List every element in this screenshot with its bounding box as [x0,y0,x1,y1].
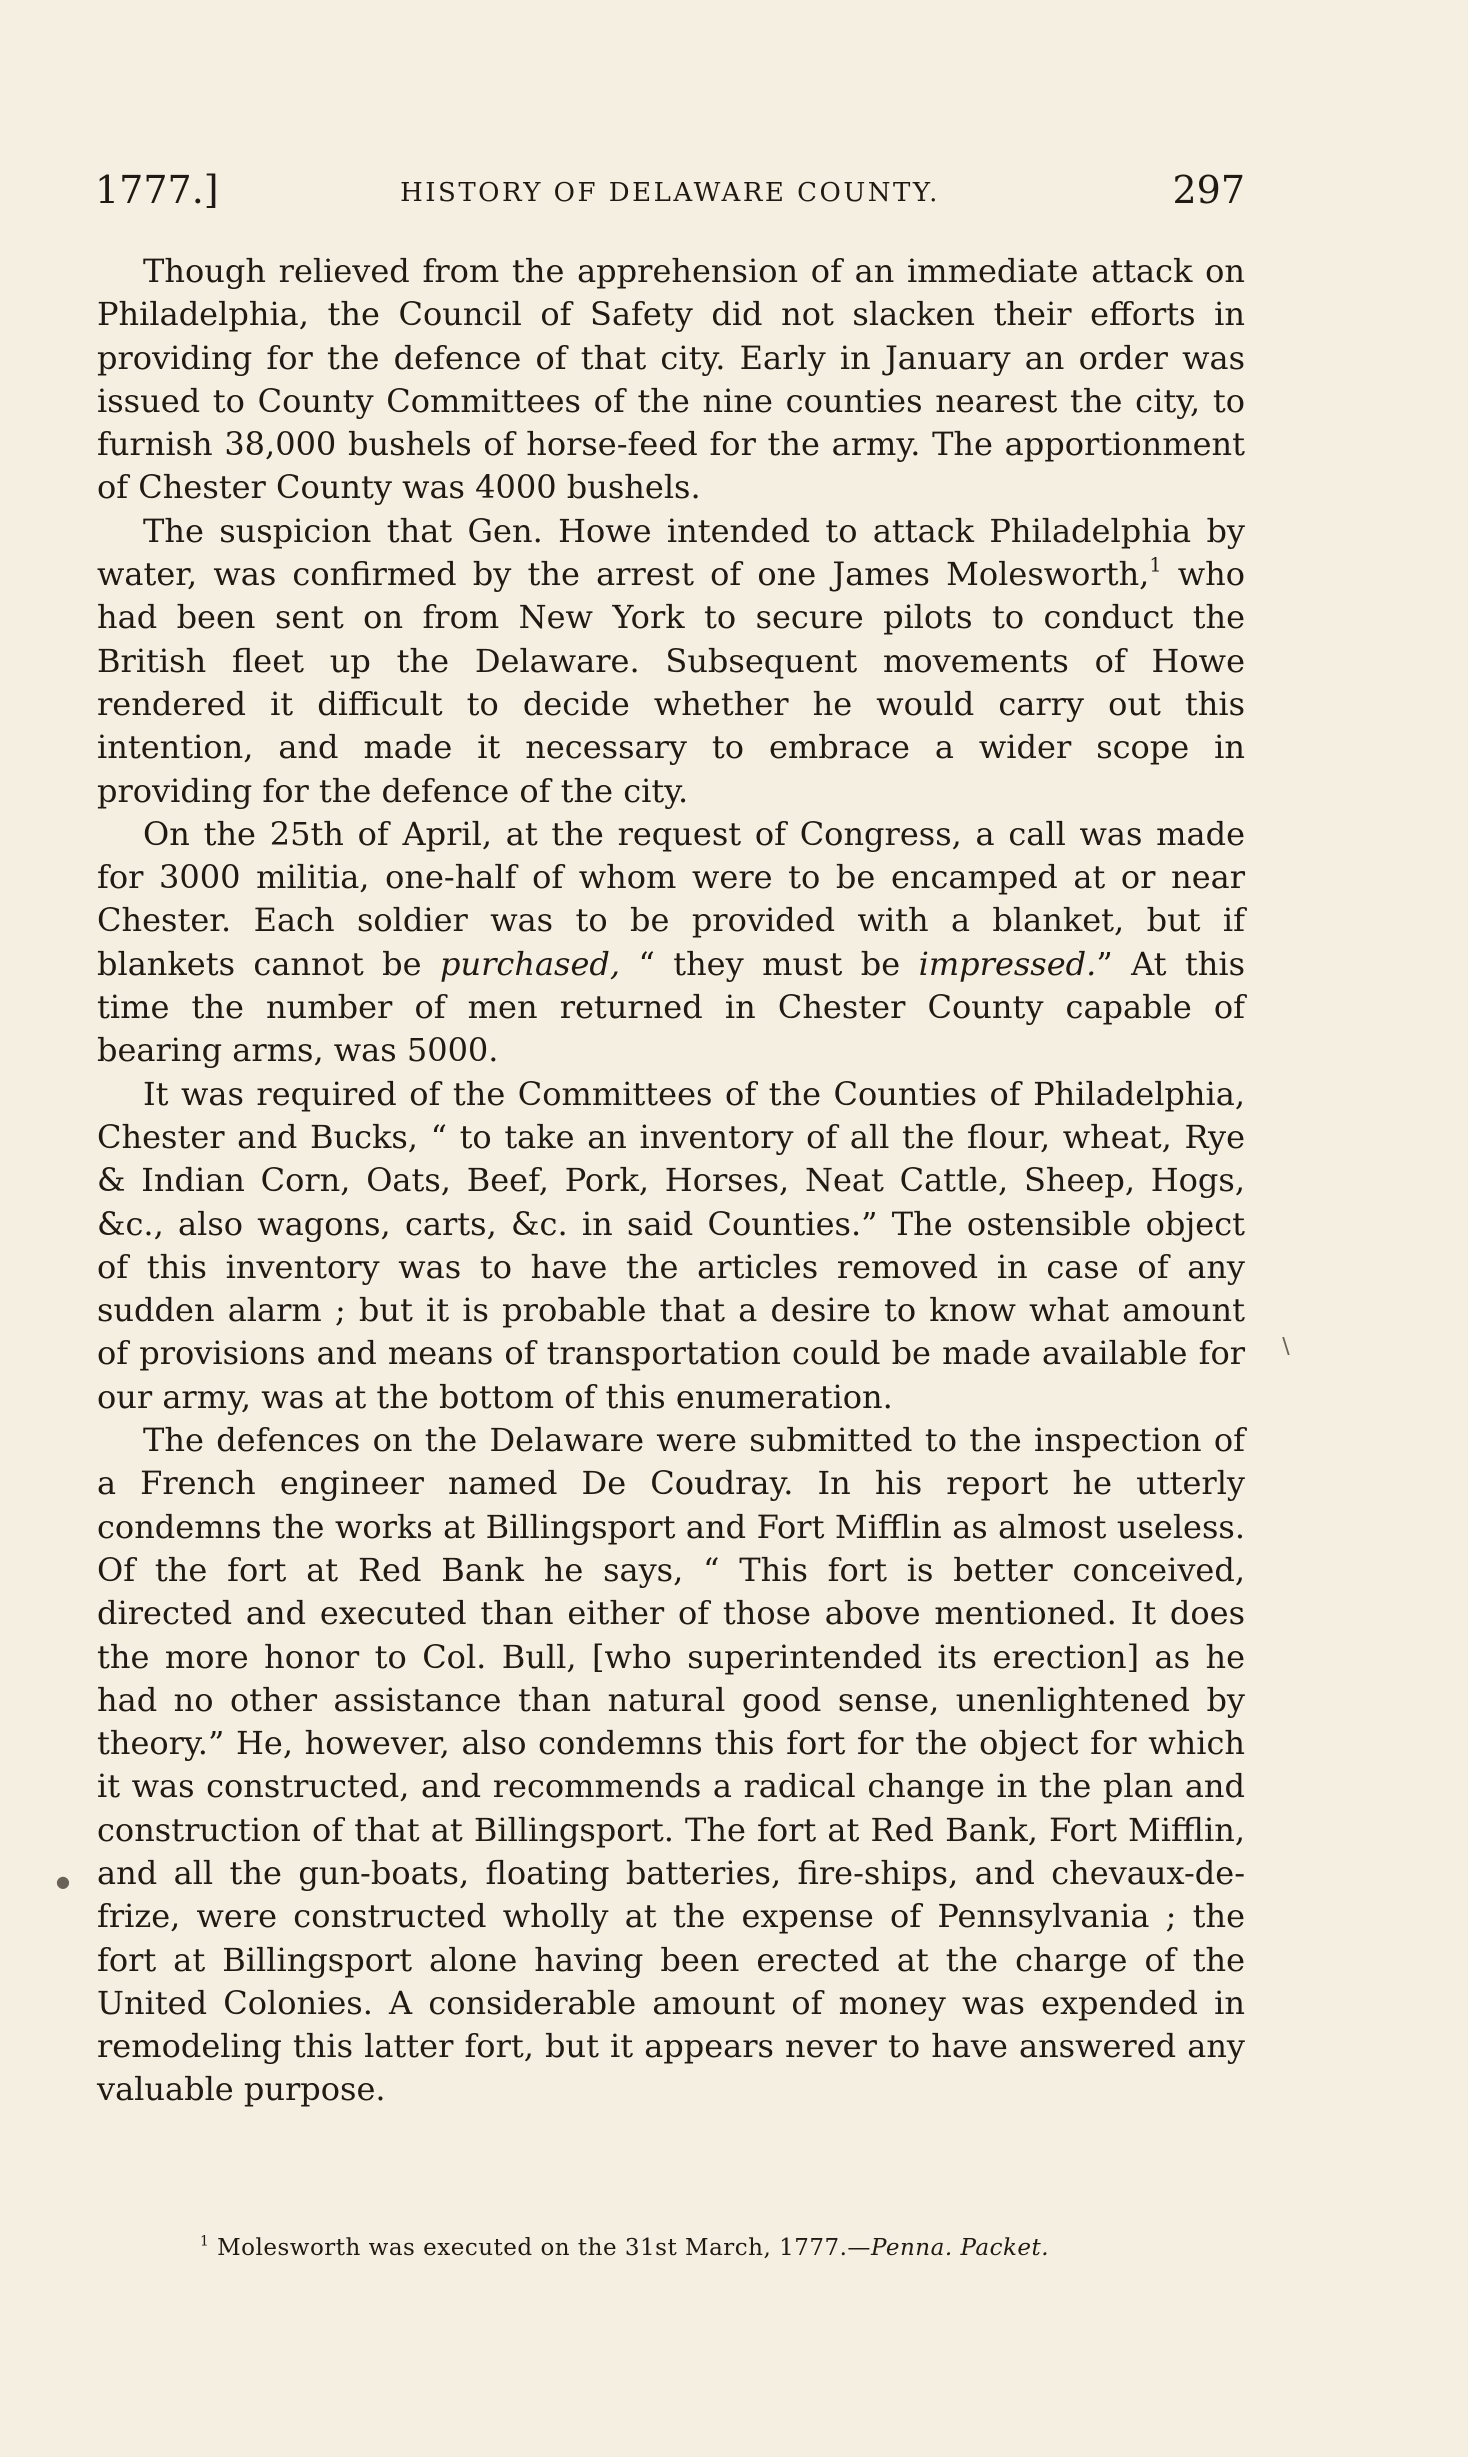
paragraph-2 [97,510,1245,813]
footnote-marker: 1 [200,2233,210,2250]
paragraph-1 [97,250,1245,510]
paragraph-2-text-before: The suspicion that Gen. Howe intended to attack Philadelphia by water, was confirmed by the arrest of one James Molesworth, [97,511,1245,594]
body-text [97,250,1245,2112]
header-title: HISTORY OF DELAWARE COUNTY. [400,178,940,208]
paragraph-5 [97,1419,1245,2112]
running-header [95,168,1245,216]
paragraph-4-text: It was required of the Committees of the Counties of Philadelphia, Chester and Bucks, “ to take an inventory of all the flour, wheat, Rye & Indian Corn, Oats, Beef, Pork, Horses, Neat Cattle, Sheep, Hogs, &c., also wagons, carts, &c. in said Counties.” The ostensible object of this inventory was to have the articles removed in case of any sudden alarm ; but it is probable that a desire to know what amount of provisions and means of transportation could be made available for our army, was at the bottom of this enumeration. [97,1074,1245,1416]
footnote-source: Penna. Packet. [870,2235,1050,2261]
paragraph-1-text: Though relieved from the apprehension of an immediate attack on Philadelphia, the Council of Safety did not slacken their efforts in providing for the defence of that city. Early in January an order was issued to County Committees of the nine counties nearest the city, to furnish 38,000 bushels of horse-feed for the army. The apportionment of Chester County was 4000 bushels. [97,252,1245,507]
margin-dot: ● [56,1872,70,1891]
paragraph-3-italic-2: impressed. [918,944,1097,983]
paragraph-3-text-3: ” At this time the number of men returned in Chester County capable of bearing arms, was 5000. [97,944,1246,1070]
paragraph-2-text-after: who had been sent on from New York to secure pilots to conduct the British fleet up the Delaware. Subsequent movements of Howe rendered it difficult to decide whether he would carry out this intention, and made it necessary to embrace a wider scope in providing for the defence of the city. [97,555,1246,810]
footnote-reference: 1 [1149,553,1162,577]
paragraph-5-text: The defences on the Delaware were submitted to the inspection of a French engineer named De Coudray. In his report he utterly condemns the works at Billingsport and Fort Mifflin as almost useless. Of the fort at Red Bank he says, “ This fort is better conceived, directed and executed than either of those above mentioned. It does the more honor to Col. Bull, [who superintended its erection] as he had no other assistance than natural good sense, unenlightened by theory.” He, however, also condemns this fort for the object for which it was constructed, and recommends a radical change in the plan and construction of that at Billingsport. The fort at Red Bank, Fort Mifflin, and all the gun-boats, floating batteries, fire-ships, and chevaux-de-frize, were constructed wholly at the expense of Pennsylvania ; the fort at Billingsport alone having been erected at the charge of the United Colonies. A considerable amount of money was expended in remodeling this latter fort, but it appears never to have answered any valuable purpose. [97,1421,1245,2109]
header-year: 1777.] [95,168,219,212]
paragraph-3-italic-1: purchased, [440,944,621,983]
page-number: 297 [1172,168,1245,212]
footnote-text: Molesworth was executed on the 31st March, 1777.— [209,2235,871,2261]
paragraph-3 [97,813,1245,1073]
footnote [200,2235,1049,2261]
paragraph-4 [97,1073,1245,1419]
paragraph-3-text-1: On the 25th of April, at the request of Congress, a call was made for 3000 militia, one-half of whom were to be encamped at or near Chester. Each soldier was to be provided with a blanket, but if blankets cannot be [97,814,1245,983]
margin-mark: ∖ [1278,1335,1293,1360]
paragraph-3-text-2: “ they must be [620,944,919,983]
